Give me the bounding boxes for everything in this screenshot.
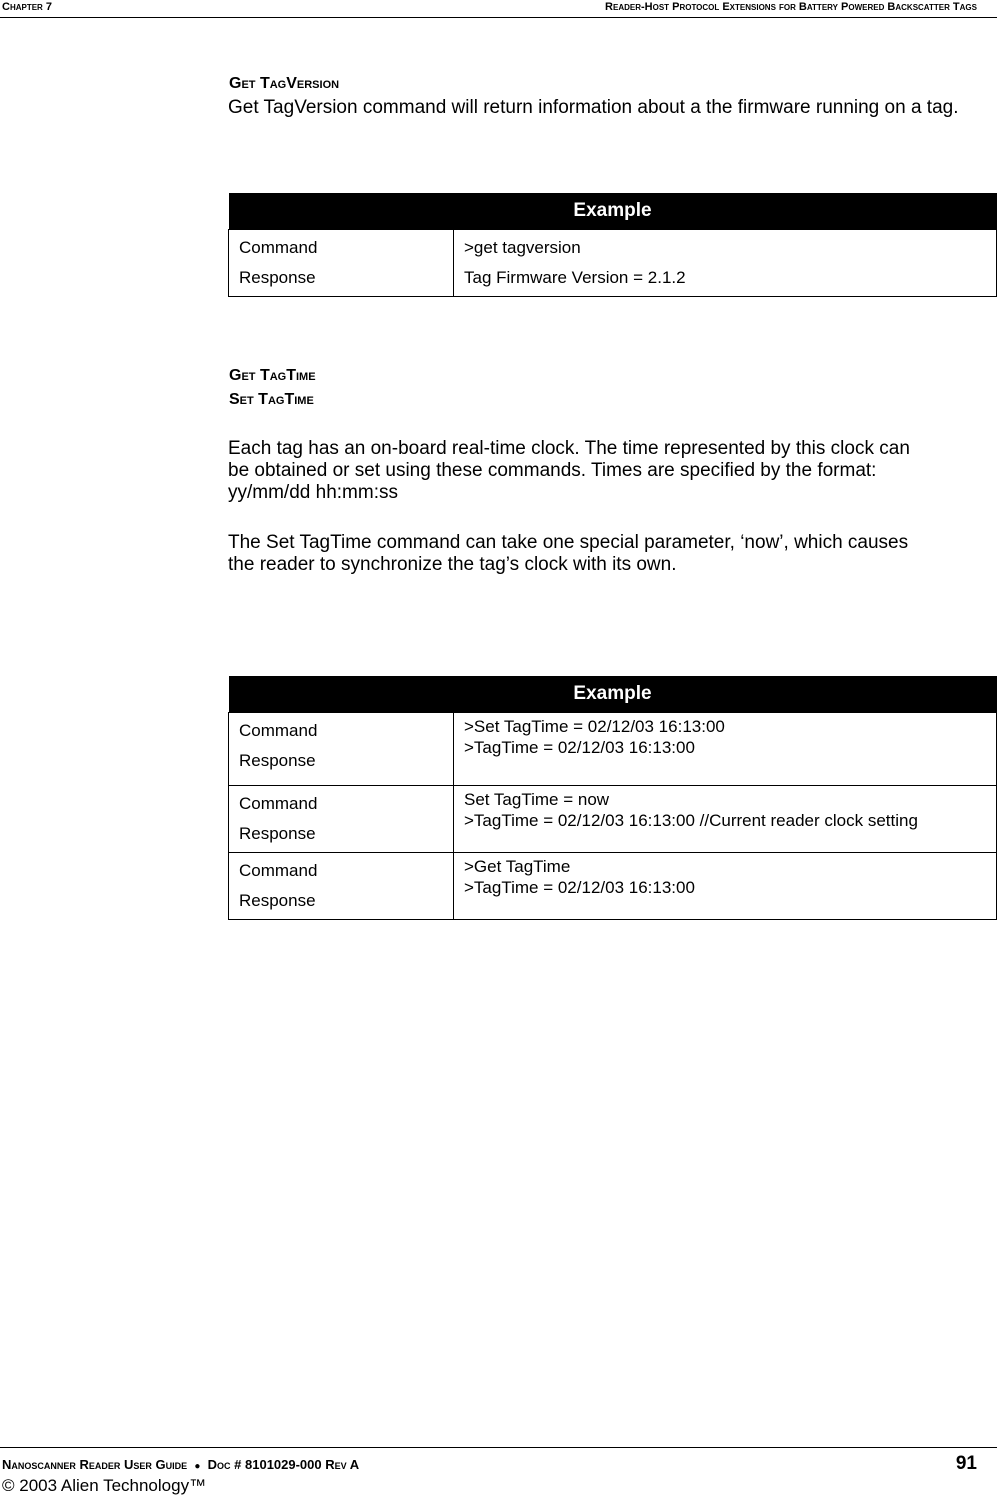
tagversion-example-table	[228, 193, 997, 297]
row-label: Response	[239, 751, 316, 770]
command-line: >Get TagTime	[464, 857, 571, 876]
row-label: Command	[239, 794, 318, 813]
row-label: Command	[239, 861, 318, 880]
now-parameter-description: The Set TagTime command can take one special parameter, ‘now’, which causes the reader to synchronize the tag’s clock with its own.	[228, 532, 909, 575]
description-line: be obtained or set using these commands. Times are specified by the format:	[228, 460, 877, 481]
table-title: Example	[229, 676, 997, 713]
chapter-label: Chapter 7	[2, 1, 53, 13]
guide-title: Nanoscanner Reader User Guide	[2, 1457, 188, 1472]
tagtime-example-table	[228, 676, 997, 920]
page-footer	[0, 1447, 997, 1495]
time-format: yy/mm/dd hh:mm:ss	[228, 482, 398, 503]
table-row	[229, 263, 997, 297]
row-label: Response	[239, 891, 316, 910]
footer-doc-info	[2, 1457, 359, 1472]
command-line: >Set TagTime = 02/12/03 16:13:00	[464, 717, 725, 736]
row-value: >get tagversion	[464, 238, 581, 257]
row-value: Tag Firmware Version = 2.1.2	[464, 268, 686, 287]
description-line: Each tag has an on-board real-time clock. The time represented by this clock can	[228, 438, 910, 459]
table-row	[229, 853, 997, 920]
table-title: Example	[229, 193, 997, 230]
get-tagtime-heading: Get TagTime	[229, 367, 316, 384]
section-title: Reader-Host Protocol Extensions for Battery Powered Backscatter Tags	[605, 1, 977, 13]
doc-number: Doc # 8101029-000 Rev A	[207, 1457, 360, 1472]
get-tagversion-heading: Get TagVersion	[229, 75, 340, 92]
tagtime-description	[228, 438, 988, 504]
set-tagtime-heading: Set TagTime	[229, 391, 314, 408]
table-row	[229, 713, 997, 786]
page-header	[0, 0, 997, 18]
table-row	[229, 230, 997, 264]
page-number: 91	[955, 1453, 977, 1474]
bullet-icon: ●	[194, 1461, 201, 1472]
get-tagversion-description: Get TagVersion command will return information about a the firmware running on a tag.	[228, 97, 959, 118]
row-label: Response	[239, 824, 316, 843]
table-row	[229, 786, 997, 853]
row-label: Command	[239, 721, 318, 740]
row-label: Command	[239, 238, 318, 257]
response-line: >TagTime = 02/12/03 16:13:00 //Current reader clock setting	[464, 811, 918, 830]
row-label: Response	[239, 268, 316, 287]
command-line: Set TagTime = now	[464, 790, 610, 809]
copyright: © 2003 Alien Technology™	[2, 1476, 207, 1495]
response-line: >TagTime = 02/12/03 16:13:00	[464, 878, 695, 897]
response-line: >TagTime = 02/12/03 16:13:00	[464, 738, 695, 757]
